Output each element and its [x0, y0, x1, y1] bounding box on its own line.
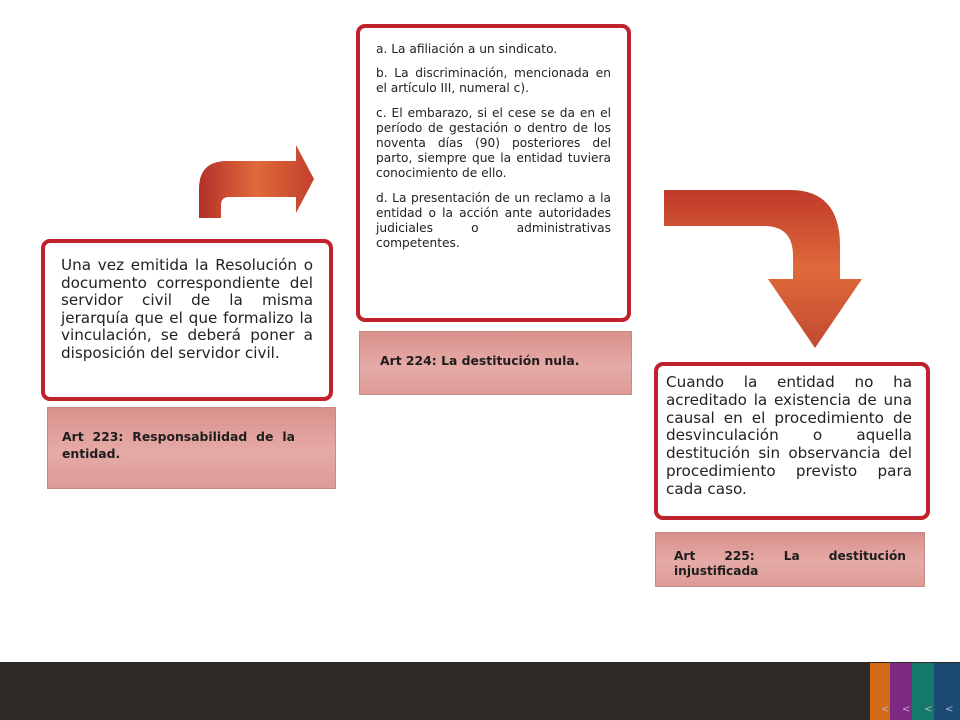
- cause-item: d. La presentación de un reclamo a la entidad o la acción ante autoridades judiciales o administrativas competentes.: [376, 190, 611, 251]
- article-224-label: Art 224: La destitución nula.: [359, 331, 632, 395]
- article-223-label: Art 223: Responsabilidad de la entidad.: [47, 407, 336, 489]
- nullity-causes-box: [356, 24, 631, 322]
- article-225-line1: Art 225: La destitución: [674, 549, 906, 563]
- chevron-left-icon: <: [924, 704, 933, 715]
- article-225-line2: injustificada: [674, 564, 759, 578]
- chevron-left-icon: <: [945, 704, 954, 715]
- unjustified-dismissal-box: [654, 362, 930, 520]
- unjustified-dismissal-text: Cuando la entidad no ha acreditado la existencia de una causal en el procedimiento de desvinculación o aquella destitución sin observancia del procedimiento previsto para cada caso.: [666, 373, 912, 498]
- cause-item: b. La discriminación, mencionada en el artículo III, numeral c).: [376, 66, 611, 96]
- article-225-label: [655, 532, 925, 587]
- cause-item: c. El embarazo, si el cese se da en el período de gestación o dentro de los noventa días (90) posteriores del parto, siempre que la entidad tuviera conocimiento de ello.: [376, 105, 611, 181]
- cause-item: a. La afiliación a un sindicato.: [376, 42, 558, 56]
- chevron-left-icon: <: [881, 704, 890, 715]
- resolution-description-box: [41, 239, 333, 401]
- bent-arrow-up-right-icon: [196, 141, 318, 219]
- chevron-left-icon: <: [902, 704, 911, 715]
- resolution-description-text: Una vez emitida la Resolución o documento correspondiente del servidor civil de la misma jerarquía que el que formalizo la vinculación, se deberá poner a disposición del servidor civil.: [61, 256, 313, 362]
- footer-bar: [0, 662, 960, 720]
- bent-arrow-right-down-icon: [664, 186, 868, 354]
